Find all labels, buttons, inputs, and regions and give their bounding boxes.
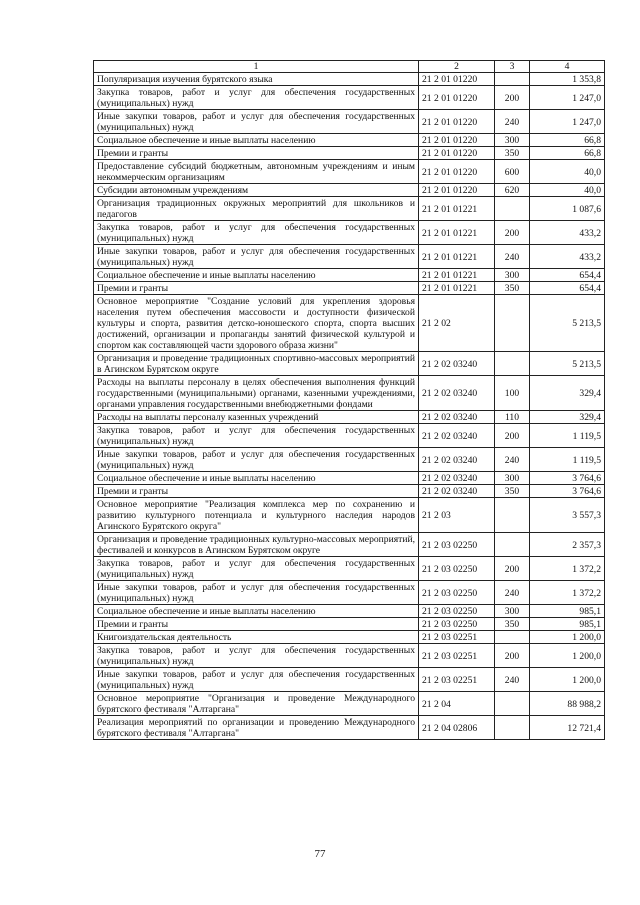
- cell-code: 21 2 04: [419, 692, 495, 716]
- cell-code: 21 2 01 01221: [419, 282, 495, 295]
- table-row: [94, 605, 605, 618]
- table-row: [94, 73, 605, 86]
- cell-code: 21 2 01 01221: [419, 245, 495, 269]
- table-row: [94, 295, 605, 352]
- cell-amount: 1 353,8: [530, 73, 605, 86]
- cell-name: Субсидии автономным учреждениям: [94, 184, 419, 197]
- cell-type: 350: [495, 485, 530, 498]
- cell-type: 350: [495, 147, 530, 160]
- cell-code: 21 2 03 02250: [419, 605, 495, 618]
- table-row: [94, 376, 605, 411]
- cell-amount: 1 372,2: [530, 581, 605, 605]
- cell-name: Реализация мероприятий по организации и проведению Международного бурятского фестиваля "Алтаргана": [94, 716, 419, 740]
- cell-name: Закупка товаров, работ и услуг для обеспечения государственных (муниципальных) нужд: [94, 644, 419, 668]
- cell-name: Социальное обеспечение и иные выплаты населению: [94, 605, 419, 618]
- table-row: [94, 86, 605, 110]
- table-row: [94, 221, 605, 245]
- table-row: [94, 282, 605, 295]
- column-header-code: 2: [419, 61, 495, 73]
- cell-name: Иные закупки товаров, работ и услуг для обеспечения государственных (муниципальных) нужд: [94, 581, 419, 605]
- cell-code: 21 2 03 02251: [419, 668, 495, 692]
- cell-amount: 1 087,6: [530, 197, 605, 221]
- cell-code: 21 2 01 01220: [419, 147, 495, 160]
- table-row: [94, 110, 605, 134]
- cell-amount: 1 247,0: [530, 86, 605, 110]
- table-row: [94, 644, 605, 668]
- cell-type: [495, 533, 530, 557]
- cell-type: [495, 498, 530, 533]
- cell-amount: 985,1: [530, 618, 605, 631]
- table-row: [94, 448, 605, 472]
- cell-type: 350: [495, 618, 530, 631]
- cell-name: Книгоиздательская деятельность: [94, 631, 419, 644]
- cell-amount: 654,4: [530, 269, 605, 282]
- cell-amount: 1 247,0: [530, 110, 605, 134]
- cell-name: Организация и проведение традиционных культурно-массовых мероприятий, фестивалей и конкурсов в Агинском Бурятском округе: [94, 533, 419, 557]
- cell-amount: 88 988,2: [530, 692, 605, 716]
- cell-amount: 1 119,5: [530, 424, 605, 448]
- cell-amount: 66,8: [530, 147, 605, 160]
- cell-type: 300: [495, 269, 530, 282]
- cell-name: Иные закупки товаров, работ и услуг для обеспечения государственных (муниципальных) нужд: [94, 245, 419, 269]
- cell-amount: 3 764,6: [530, 485, 605, 498]
- cell-amount: 1 119,5: [530, 448, 605, 472]
- cell-name: Основное мероприятие "Реализация комплекса мер по сохранению и развитию культурного потенциала и культурного наследия народов Агинского Бурятского округа": [94, 498, 419, 533]
- cell-name: Премии и гранты: [94, 282, 419, 295]
- cell-type: 110: [495, 411, 530, 424]
- cell-type: 240: [495, 245, 530, 269]
- cell-type: 350: [495, 282, 530, 295]
- table-row: [94, 692, 605, 716]
- cell-amount: 40,0: [530, 184, 605, 197]
- cell-code: 21 2 02 03240: [419, 472, 495, 485]
- cell-type: [495, 197, 530, 221]
- table-row: [94, 668, 605, 692]
- cell-amount: 40,0: [530, 160, 605, 184]
- cell-type: 200: [495, 644, 530, 668]
- cell-amount: 433,2: [530, 245, 605, 269]
- cell-name: Популяризация изучения бурятского языка: [94, 73, 419, 86]
- cell-amount: 2 357,3: [530, 533, 605, 557]
- page-number: 77: [314, 848, 326, 860]
- cell-code: 21 2 01 01220: [419, 134, 495, 147]
- cell-name: Премии и гранты: [94, 147, 419, 160]
- cell-type: [495, 716, 530, 740]
- cell-code: 21 2 03 02250: [419, 581, 495, 605]
- cell-type: [495, 295, 530, 352]
- cell-code: 21 2 03 02250: [419, 618, 495, 631]
- cell-code: 21 2 01 01220: [419, 184, 495, 197]
- column-header-amount: 4: [530, 61, 605, 73]
- cell-type: [495, 73, 530, 86]
- cell-amount: 12 721,4: [530, 716, 605, 740]
- cell-name: Социальное обеспечение и иные выплаты населению: [94, 269, 419, 282]
- cell-name: Предоставление субсидий бюджетным, автономным учреждениям и иным некоммерческим организациям: [94, 160, 419, 184]
- cell-amount: 1 200,0: [530, 668, 605, 692]
- cell-type: 240: [495, 581, 530, 605]
- cell-type: 100: [495, 376, 530, 411]
- cell-type: 300: [495, 605, 530, 618]
- cell-type: 300: [495, 472, 530, 485]
- cell-amount: 654,4: [530, 282, 605, 295]
- cell-name: Иные закупки товаров, работ и услуг для обеспечения государственных (муниципальных) нужд: [94, 668, 419, 692]
- table-body: [94, 73, 605, 740]
- table-row: [94, 134, 605, 147]
- cell-type: [495, 692, 530, 716]
- cell-code: 21 2 02 03240: [419, 352, 495, 376]
- cell-type: 300: [495, 134, 530, 147]
- cell-amount: 329,4: [530, 376, 605, 411]
- cell-name: Премии и гранты: [94, 485, 419, 498]
- cell-code: 21 2 01 01220: [419, 110, 495, 134]
- table-row: [94, 472, 605, 485]
- cell-code: 21 2 01 01221: [419, 221, 495, 245]
- cell-amount: 1 200,0: [530, 644, 605, 668]
- cell-code: 21 2 02 03240: [419, 485, 495, 498]
- cell-code: 21 2 02 03240: [419, 411, 495, 424]
- cell-amount: 433,2: [530, 221, 605, 245]
- table-row: [94, 197, 605, 221]
- cell-name: Расходы на выплаты персоналу казенных учреждений: [94, 411, 419, 424]
- cell-amount: 329,4: [530, 411, 605, 424]
- cell-name: Социальное обеспечение и иные выплаты населению: [94, 134, 419, 147]
- cell-type: 200: [495, 86, 530, 110]
- table-row: [94, 184, 605, 197]
- cell-name: Иные закупки товаров, работ и услуг для обеспечения государственных (муниципальных) нужд: [94, 448, 419, 472]
- cell-code: 21 2 02: [419, 295, 495, 352]
- table-row: [94, 269, 605, 282]
- cell-code: 21 2 01 01220: [419, 160, 495, 184]
- cell-code: 21 2 01 01220: [419, 73, 495, 86]
- cell-name: Организация традиционных окружных мероприятий для школьников и педагогов: [94, 197, 419, 221]
- table-row: [94, 245, 605, 269]
- table-row: [94, 160, 605, 184]
- table-row: [94, 424, 605, 448]
- cell-amount: 985,1: [530, 605, 605, 618]
- cell-code: 21 2 03 02250: [419, 533, 495, 557]
- cell-code: 21 2 03 02251: [419, 644, 495, 668]
- cell-name: Социальное обеспечение и иные выплаты населению: [94, 472, 419, 485]
- cell-type: 200: [495, 557, 530, 581]
- cell-name: Закупка товаров, работ и услуг для обеспечения государственных (муниципальных) нужд: [94, 557, 419, 581]
- cell-type: 240: [495, 668, 530, 692]
- cell-type: 240: [495, 448, 530, 472]
- cell-code: 21 2 03 02251: [419, 631, 495, 644]
- column-header-type: 3: [495, 61, 530, 73]
- table-row: [94, 618, 605, 631]
- table-row: [94, 498, 605, 533]
- cell-amount: 5 213,5: [530, 295, 605, 352]
- cell-amount: 66,8: [530, 134, 605, 147]
- cell-type: [495, 352, 530, 376]
- cell-amount: 3 764,6: [530, 472, 605, 485]
- cell-type: 200: [495, 221, 530, 245]
- table-row: [94, 485, 605, 498]
- table-row: [94, 533, 605, 557]
- cell-type: [495, 631, 530, 644]
- cell-amount: 5 213,5: [530, 352, 605, 376]
- table-row: [94, 581, 605, 605]
- cell-code: 21 2 01 01221: [419, 269, 495, 282]
- cell-name: Закупка товаров, работ и услуг для обеспечения государственных (муниципальных) нужд: [94, 424, 419, 448]
- cell-name: Премии и гранты: [94, 618, 419, 631]
- cell-type: 600: [495, 160, 530, 184]
- cell-code: 21 2 01 01221: [419, 197, 495, 221]
- cell-name: Основное мероприятие "Создание условий для укрепления здоровья населения путем обеспечения массовости и доступности физической культуры и спорта, развития детско-юношеского спорта, спорта высших достижений, организации и пропаганды занятий физической культурой и спортом как составляющей части здорового образа жизни": [94, 295, 419, 352]
- cell-code: 21 2 03 02250: [419, 557, 495, 581]
- cell-code: 21 2 04 02806: [419, 716, 495, 740]
- table-row: [94, 557, 605, 581]
- cell-name: Закупка товаров, работ и услуг для обеспечения государственных (муниципальных) нужд: [94, 221, 419, 245]
- table-row: [94, 631, 605, 644]
- cell-name: Организация и проведение традиционных спортивно-массовых мероприятий в Агинском Бурятском округе: [94, 352, 419, 376]
- cell-code: 21 2 03: [419, 498, 495, 533]
- cell-type: 240: [495, 110, 530, 134]
- cell-amount: 1 372,2: [530, 557, 605, 581]
- table-row: [94, 716, 605, 740]
- cell-code: 21 2 02 03240: [419, 424, 495, 448]
- cell-name: Расходы на выплаты персоналу в целях обеспечения выполнения функций государственными (муниципальными) органами, казенными учреждениями, органами управления государственными внебюджетными фондами: [94, 376, 419, 411]
- budget-table: [93, 60, 605, 740]
- cell-type: 200: [495, 424, 530, 448]
- cell-name: Иные закупки товаров, работ и услуг для обеспечения государственных (муниципальных) нужд: [94, 110, 419, 134]
- cell-type: 620: [495, 184, 530, 197]
- cell-amount: 1 200,0: [530, 631, 605, 644]
- table-row: [94, 411, 605, 424]
- table-row: [94, 147, 605, 160]
- table-row: [94, 352, 605, 376]
- cell-name: Закупка товаров, работ и услуг для обеспечения государственных (муниципальных) нужд: [94, 86, 419, 110]
- cell-code: 21 2 02 03240: [419, 376, 495, 411]
- cell-name: Основное мероприятие "Организация и проведение Международного бурятского фестиваля "Алтаргана": [94, 692, 419, 716]
- cell-code: 21 2 02 03240: [419, 448, 495, 472]
- cell-code: 21 2 01 01220: [419, 86, 495, 110]
- table-header-row: [94, 61, 605, 73]
- cell-amount: 3 557,3: [530, 498, 605, 533]
- column-header-name: 1: [94, 61, 419, 73]
